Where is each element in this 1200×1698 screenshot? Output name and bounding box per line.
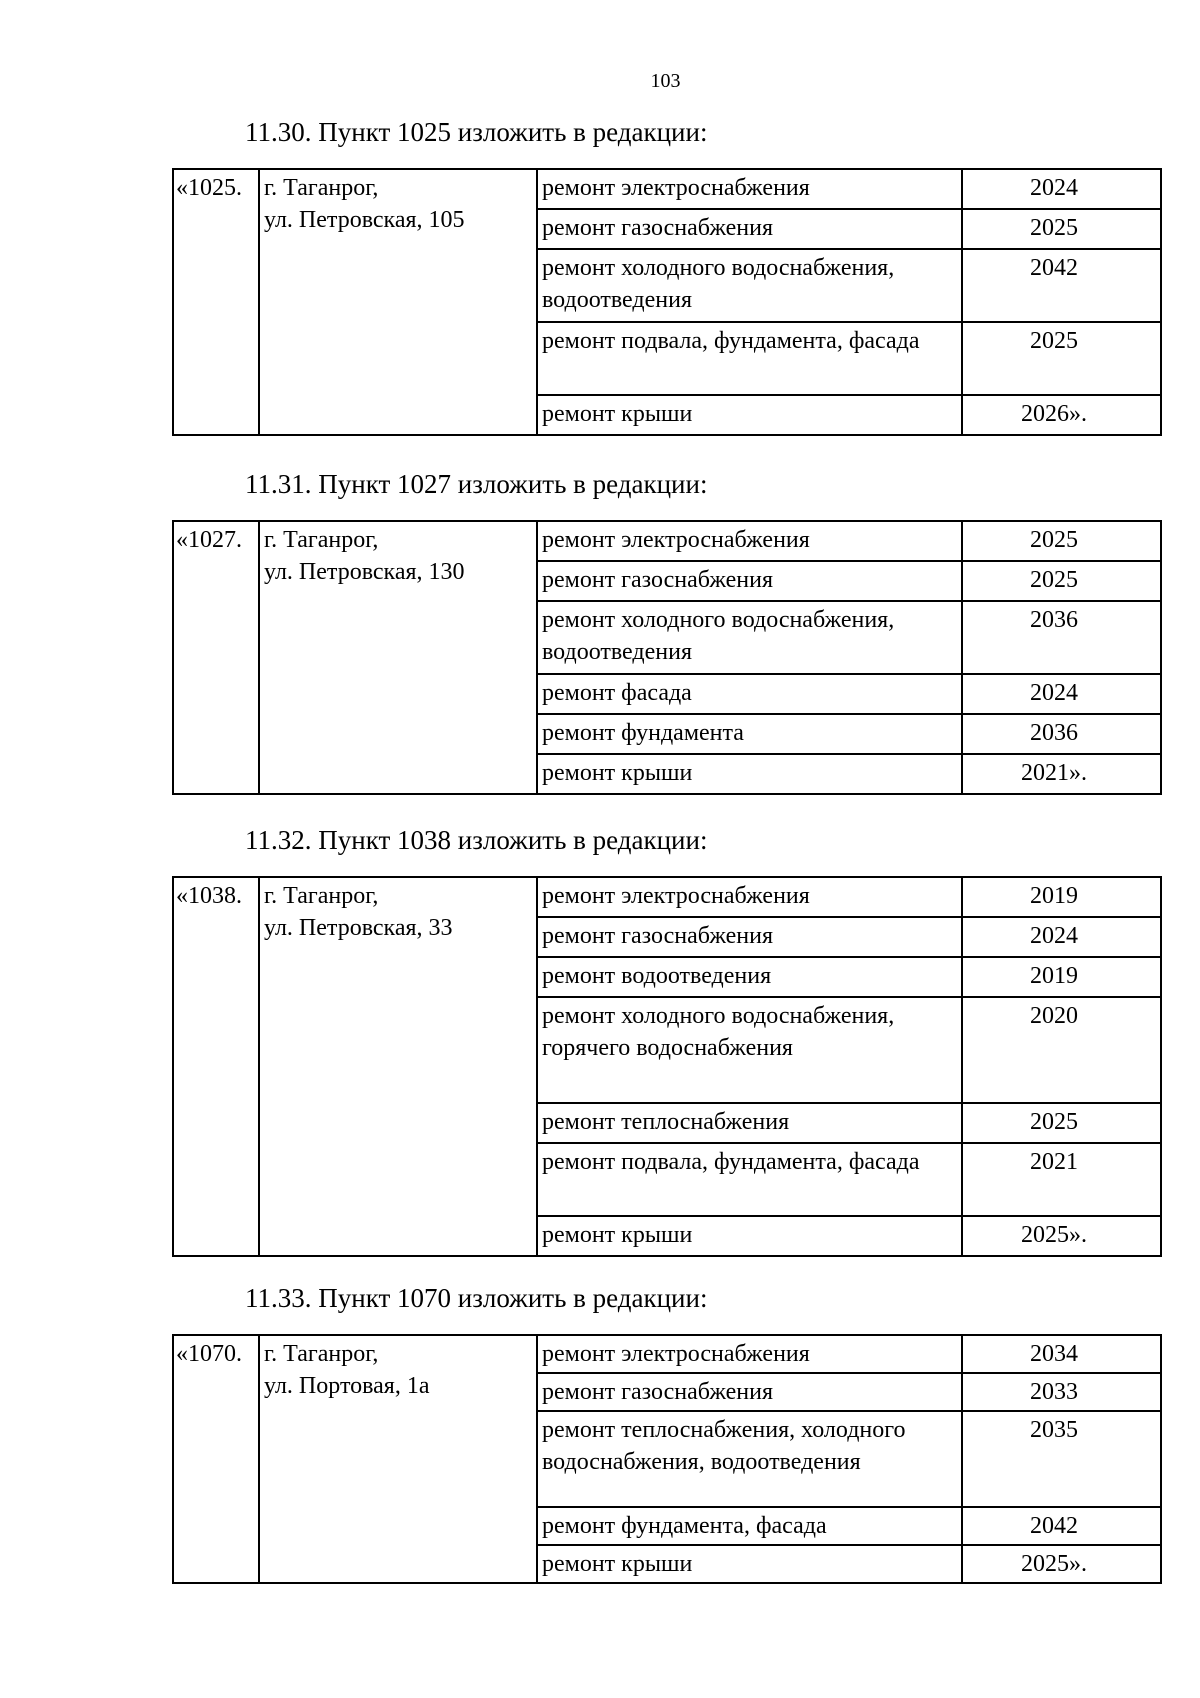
year-cell: 2020 — [962, 997, 1161, 1103]
work-cell: ремонт фасада — [537, 674, 962, 714]
year-cell: 2025 — [962, 561, 1161, 601]
address-city: г. Таганрог, — [264, 1341, 379, 1367]
year-cell: 2036 — [962, 601, 1161, 674]
work-cell: ремонт водоотведения — [537, 957, 962, 997]
address-city: г. Таганрог, — [264, 883, 379, 909]
amendment-section — [172, 822, 1160, 1257]
item-number-cell: «1038. — [173, 877, 259, 1256]
amendment-section — [172, 1280, 1160, 1584]
work-cell: ремонт теплоснабжения — [537, 1103, 962, 1143]
item-number-cell: «1027. — [173, 521, 259, 794]
section-heading: 11.33. Пункт 1070 изложить в редакции: — [245, 1283, 708, 1313]
repair-schedule-table — [172, 168, 1162, 436]
year-cell: 2021 — [962, 1143, 1161, 1216]
work-cell: ремонт подвала, фундамента, фасада — [537, 1143, 962, 1216]
item-number-cell: «1070. — [173, 1335, 259, 1583]
section-heading: 11.30. Пункт 1025 изложить в редакции: — [245, 117, 708, 147]
work-cell: ремонт крыши — [537, 395, 962, 435]
work-cell: ремонт холодного водоснабжения, водоотведения — [537, 601, 962, 674]
work-cell: ремонт фундамента — [537, 714, 962, 754]
work-cell: ремонт электроснабжения — [537, 169, 962, 209]
address-cell — [259, 521, 537, 794]
work-cell: ремонт электроснабжения — [537, 521, 962, 561]
year-cell: 2036 — [962, 714, 1161, 754]
year-cell: 2019 — [962, 877, 1161, 917]
address-street: ул. Петровская, 33 — [264, 915, 453, 941]
work-cell: ремонт газоснабжения — [537, 917, 962, 957]
work-cell: ремонт фундамента, фасада — [537, 1507, 962, 1545]
work-cell: ремонт подвала, фундамента, фасада — [537, 322, 962, 395]
repair-schedule-table — [172, 1334, 1162, 1584]
work-cell: ремонт газоснабжения — [537, 209, 962, 249]
page-number: 103 — [650, 70, 681, 92]
work-cell: ремонт газоснабжения — [537, 1373, 962, 1411]
address-cell — [259, 169, 537, 435]
table-row — [173, 521, 1161, 561]
address-street: ул. Портовая, 1а — [264, 1373, 430, 1399]
year-cell: 2024 — [962, 169, 1161, 209]
year-cell: 2026». — [962, 395, 1161, 435]
repair-schedule-table — [172, 520, 1162, 795]
table-row — [173, 1335, 1161, 1373]
year-cell: 2025 — [962, 322, 1161, 395]
work-cell: ремонт холодного водоснабжения, горячего водоснабжения — [537, 997, 962, 1103]
address-city: г. Таганрог, — [264, 527, 379, 553]
year-cell: 2024 — [962, 674, 1161, 714]
address-city: г. Таганрог, — [264, 175, 379, 201]
address-cell — [259, 1335, 537, 1583]
work-cell: ремонт электроснабжения — [537, 1335, 962, 1373]
year-cell: 2025 — [962, 209, 1161, 249]
address-street: ул. Петровская, 105 — [264, 207, 465, 233]
table-row — [173, 169, 1161, 209]
work-cell: ремонт электроснабжения — [537, 877, 962, 917]
year-cell: 2025 — [962, 1103, 1161, 1143]
work-cell: ремонт крыши — [537, 754, 962, 794]
section-heading: 11.32. Пункт 1038 изложить в редакции: — [245, 825, 708, 855]
section-heading: 11.31. Пункт 1027 изложить в редакции: — [245, 469, 708, 499]
amendment-section — [172, 114, 1160, 436]
address-street: ул. Петровская, 130 — [264, 559, 465, 585]
year-cell: 2019 — [962, 957, 1161, 997]
year-cell: 2034 — [962, 1335, 1161, 1373]
year-cell: 2042 — [962, 1507, 1161, 1545]
year-cell: 2025». — [962, 1545, 1161, 1583]
work-cell: ремонт газоснабжения — [537, 561, 962, 601]
year-cell: 2021». — [962, 754, 1161, 794]
work-cell: ремонт холодного водоснабжения, водоотведения — [537, 249, 962, 322]
year-cell: 2042 — [962, 249, 1161, 322]
year-cell: 2025». — [962, 1216, 1161, 1256]
year-cell: 2025 — [962, 521, 1161, 561]
year-cell: 2033 — [962, 1373, 1161, 1411]
work-cell: ремонт крыши — [537, 1216, 962, 1256]
address-cell — [259, 877, 537, 1256]
table-row — [173, 877, 1161, 917]
repair-schedule-table — [172, 876, 1162, 1257]
year-cell: 2024 — [962, 917, 1161, 957]
work-cell: ремонт крыши — [537, 1545, 962, 1583]
work-cell: ремонт теплоснабжения, холодного водоснабжения, водоотведения — [537, 1411, 962, 1507]
item-number-cell: «1025. — [173, 169, 259, 435]
year-cell: 2035 — [962, 1411, 1161, 1507]
amendment-section — [172, 466, 1160, 795]
